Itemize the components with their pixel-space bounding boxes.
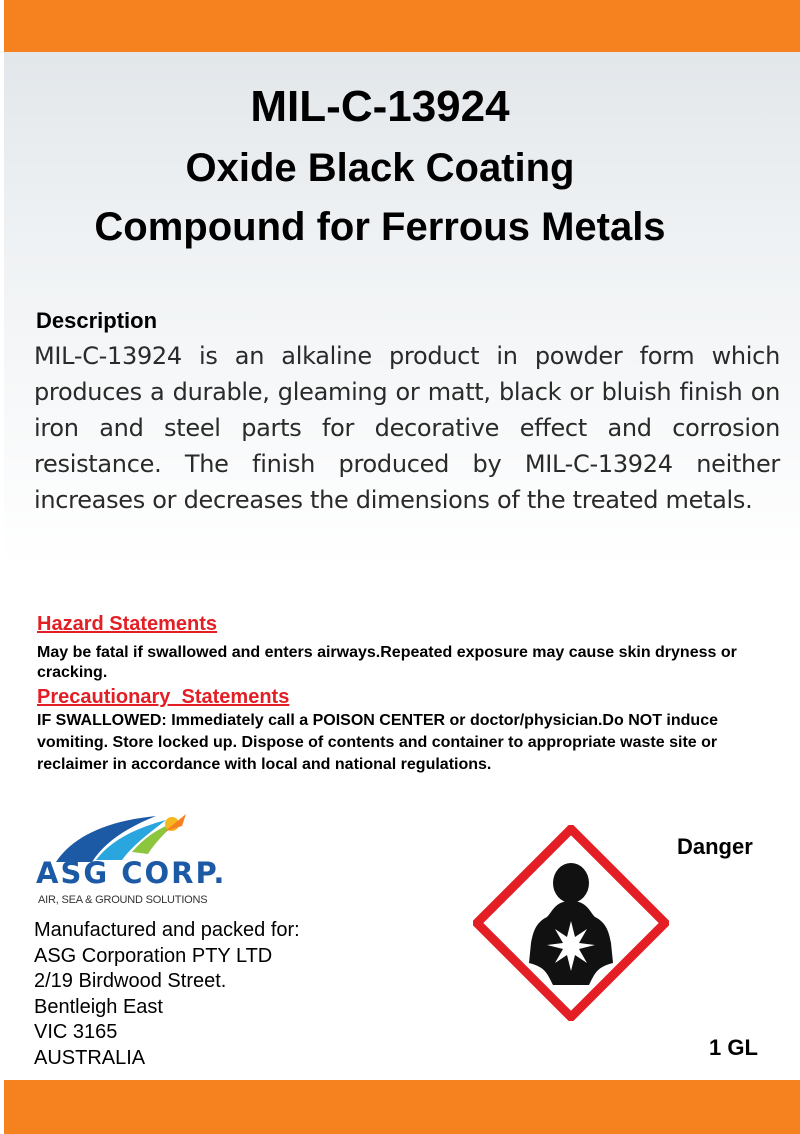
product-name-line2: Compound for Ferrous Metals <box>94 205 666 249</box>
address-line: 2/19 Birdwood Street. <box>34 970 227 992</box>
top-orange-band <box>4 0 800 52</box>
container-size: 1 GL <box>709 1035 758 1060</box>
address-line: Manufactured and packed for: <box>34 919 300 941</box>
address-line: VIC 3165 <box>34 1021 118 1043</box>
precautionary-statements-heading: Precautionary Statements <box>37 686 290 708</box>
manufacturer-address <box>34 918 300 1071</box>
product-name-line1: Oxide Black Coating <box>185 146 575 190</box>
precautionary-statements-text: IF SWALLOWED: Immediately call a POISON CENTER or doctor/physician.Do NOT induce vomiting. Store locked up. Dispose of contents and container to appropriate waste site or reclaimer in accordance with local and national regulations. <box>37 712 718 773</box>
hazard-statements-heading: Hazard Statements <box>37 613 218 635</box>
logo-tagline: AIR, SEA & GROUND SOLUTIONS <box>38 894 208 906</box>
description-text: MIL-C-13924 is an alkaline product in powder form which produces a durable, gleaming or matt, black or bluish finish on iron and steel parts for decorative effect and corrosion resistance. The finish produced by MIL-C-13924 neither increases or decreases the dimensions of the treated metals. <box>34 342 780 514</box>
hazard-statements-text: May be fatal if swallowed and enters airways.Repeated exposure may cause skin dryness or cracking. <box>37 644 737 681</box>
product-code-title: MIL-C-13924 <box>250 82 510 131</box>
address-line: AUSTRALIA <box>34 1046 146 1069</box>
bottom-orange-band <box>4 1080 800 1134</box>
logo-name: ASG CORP. <box>36 856 227 890</box>
description-heading: Description <box>36 308 158 333</box>
signal-word: Danger <box>677 834 753 859</box>
asg-corp-logo <box>36 812 256 912</box>
address-line: Bentleigh East <box>34 995 163 1018</box>
address-line: ASG Corporation PTY LTD <box>34 944 273 967</box>
health-hazard-icon <box>473 825 669 1021</box>
